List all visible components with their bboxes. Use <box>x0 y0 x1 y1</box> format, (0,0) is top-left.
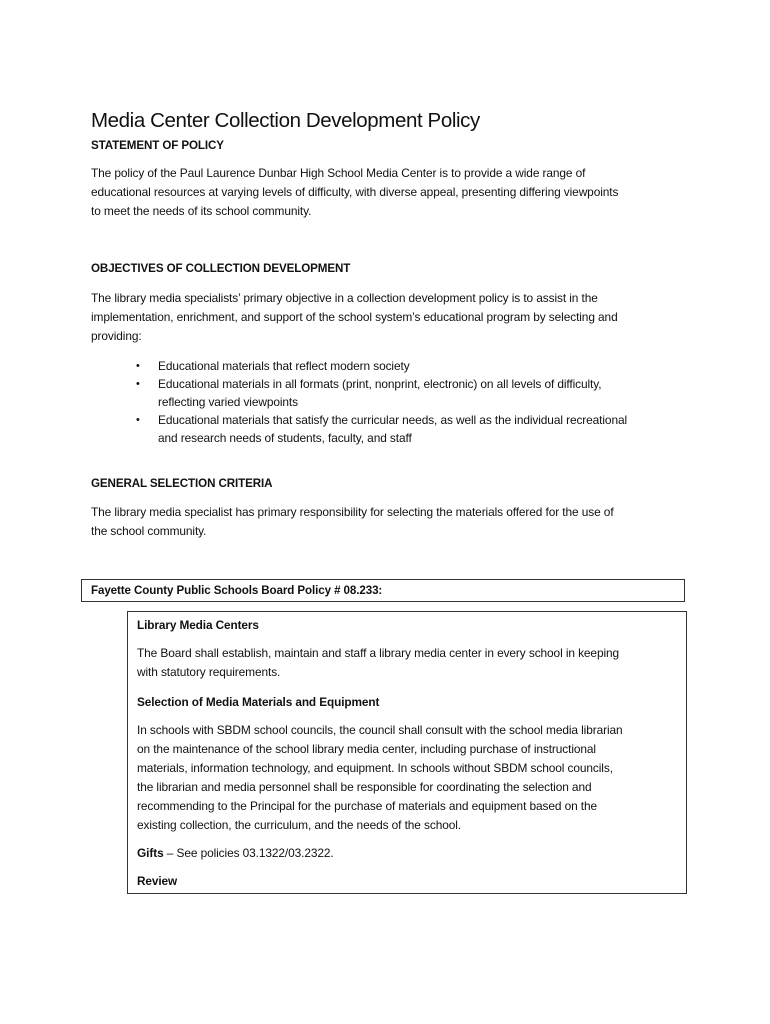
list-item-line: and research needs of students, faculty, and staff <box>158 431 412 445</box>
statement-line: to meet the needs of its school community. <box>91 204 312 218</box>
paragraph-line: existing collection, the curriculum, and the needs of the school. <box>137 818 461 832</box>
objectives-line: The library media specialists’ primary objective in a collection development policy is to assist in the <box>91 291 598 305</box>
list-item <box>136 375 696 411</box>
selection-paragraph <box>137 721 677 835</box>
review-heading: Review <box>137 874 178 888</box>
document-title: Media Center Collection Development Policy <box>91 109 480 132</box>
criteria-paragraph <box>91 503 681 541</box>
paragraph-line: with statutory requirements. <box>137 665 281 679</box>
paragraph-line: In schools with SBDM school councils, the council shall consult with the school media librarian <box>137 723 623 737</box>
bullet-icon: • <box>136 378 140 390</box>
objectives-heading: OBJECTIVES OF COLLECTION DEVELOPMENT <box>91 262 351 275</box>
statement-line: educational resources at varying levels of difficulty, with diverse appeal, presenting differing viewpoints <box>91 185 619 199</box>
objectives-line: implementation, enrichment, and support of the school system’s educational program by selecting and <box>91 310 618 324</box>
paragraph-line: recommending to the Principal for the purchase of materials and equipment based on the <box>137 799 598 813</box>
list-item-line: reflecting varied viewpoints <box>158 395 298 409</box>
paragraph-line: on the maintenance of the school library media center, including purchase of instructional <box>137 742 596 756</box>
board-policy-header: Fayette County Public Schools Board Policy # 08.233: <box>91 584 383 597</box>
gifts-line <box>137 844 677 863</box>
library-media-centers-heading: Library Media Centers <box>137 618 259 632</box>
list-item-line: Educational materials in all formats (print, nonprint, electronic) on all levels of difficulty, <box>158 377 602 391</box>
objectives-line: providing: <box>91 329 142 343</box>
criteria-line: the school community. <box>91 524 207 538</box>
list-item-line: Educational materials that satisfy the curricular needs, as well as the individual recreational <box>158 413 628 427</box>
board-policy-header-box <box>81 579 685 602</box>
paragraph-line: materials, information technology, and equipment. In schools without SBDM school councils, <box>137 761 613 775</box>
gifts-label: Gifts <box>137 846 164 860</box>
criteria-heading: GENERAL SELECTION CRITERIA <box>91 477 273 490</box>
objectives-paragraph <box>91 289 681 346</box>
paragraph-line: the librarian and media personnel shall be responsible for coordinating the selection and <box>137 780 592 794</box>
statement-line: The policy of the Paul Laurence Dunbar High School Media Center is to provide a wide range of <box>91 166 586 180</box>
bullet-icon: • <box>136 360 140 372</box>
criteria-line: The library media specialist has primary responsibility for selecting the materials offered for the use of <box>91 505 614 519</box>
statement-heading: STATEMENT OF POLICY <box>91 139 224 152</box>
statement-paragraph <box>91 164 681 221</box>
gifts-text: – See policies 03.1322/03.2322. <box>163 846 334 860</box>
library-media-centers-paragraph <box>137 644 677 682</box>
paragraph-line: The Board shall establish, maintain and staff a library media center in every school in keeping <box>137 646 620 660</box>
selection-heading: Selection of Media Materials and Equipment <box>137 695 380 709</box>
list-item <box>136 411 696 447</box>
objectives-list <box>136 357 696 447</box>
bullet-icon: • <box>136 414 140 426</box>
list-item-line: Educational materials that reflect modern society <box>158 359 410 373</box>
list-item <box>136 357 696 375</box>
board-policy-content-box <box>127 611 687 894</box>
